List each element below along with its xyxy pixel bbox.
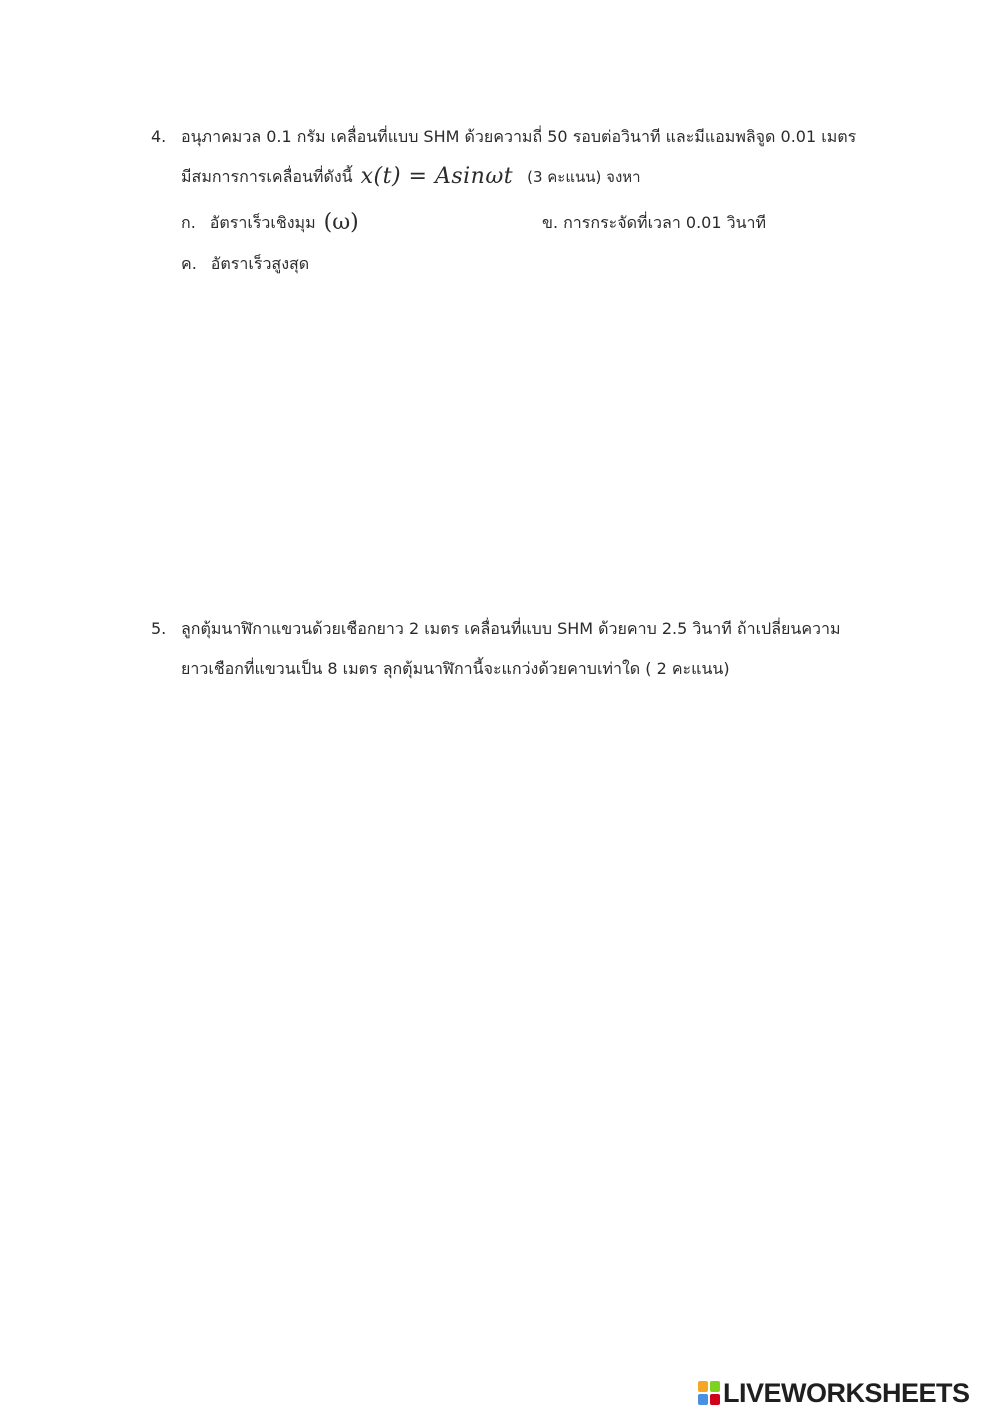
item-c-text: อัตราเร็วสูงสุด (210, 254, 310, 273)
question-5-number: 5. (151, 619, 167, 638)
question-4-line-2 (181, 166, 641, 188)
question-5-line-2: ยาวเชือกที่แขวนเป็น 8 เมตร ลุกตุ้มนาฬิกานี้จะแกว่งด้วยคาบเท่าใด ( 2 คะแนน) (181, 659, 730, 678)
liveworksheets-logo-text: LIVEWORKSHEETS (723, 1377, 970, 1408)
motion-equation: x(t) = Asinωt (360, 164, 514, 189)
item-a-text: อัตราเร็วเชิงมุม (209, 213, 316, 232)
question-4-item-a (181, 212, 359, 234)
omega-symbol: (ω) (323, 210, 359, 235)
liveworksheets-logo-icon (697, 1380, 721, 1406)
question-4-item-b: ข. การกระจัดที่เวลา 0.01 วินาที (542, 213, 767, 232)
item-c-marker: ค. (181, 254, 197, 273)
question-5-line-1: ลูกตุ้มนาฬิกาแขวนด้วยเชือกยาว 2 เมตร เคลื่อนที่แบบ SHM ด้วยคาบ 2.5 วินาที ถ้าเปลี่ยนความ (181, 619, 841, 638)
item-a-marker: ก. (181, 213, 196, 232)
question-4-item-c (181, 253, 309, 275)
question-4-line-1: อนุภาคมวล 0.1 กรัม เคลื่อนที่แบบ SHM ด้วยความถี่ 50 รอบต่อวินาที และมีแอมพลิจูด 0.01 เมตร (181, 127, 857, 146)
question-4-number: 4. (151, 127, 167, 146)
question-4-points: (3 คะแนน) จงหา (527, 168, 641, 186)
liveworksheets-logo (697, 1378, 970, 1408)
question-4-line-2-prefix: มีสมการการเคลื่อนที่ดังนี้ (181, 167, 353, 186)
